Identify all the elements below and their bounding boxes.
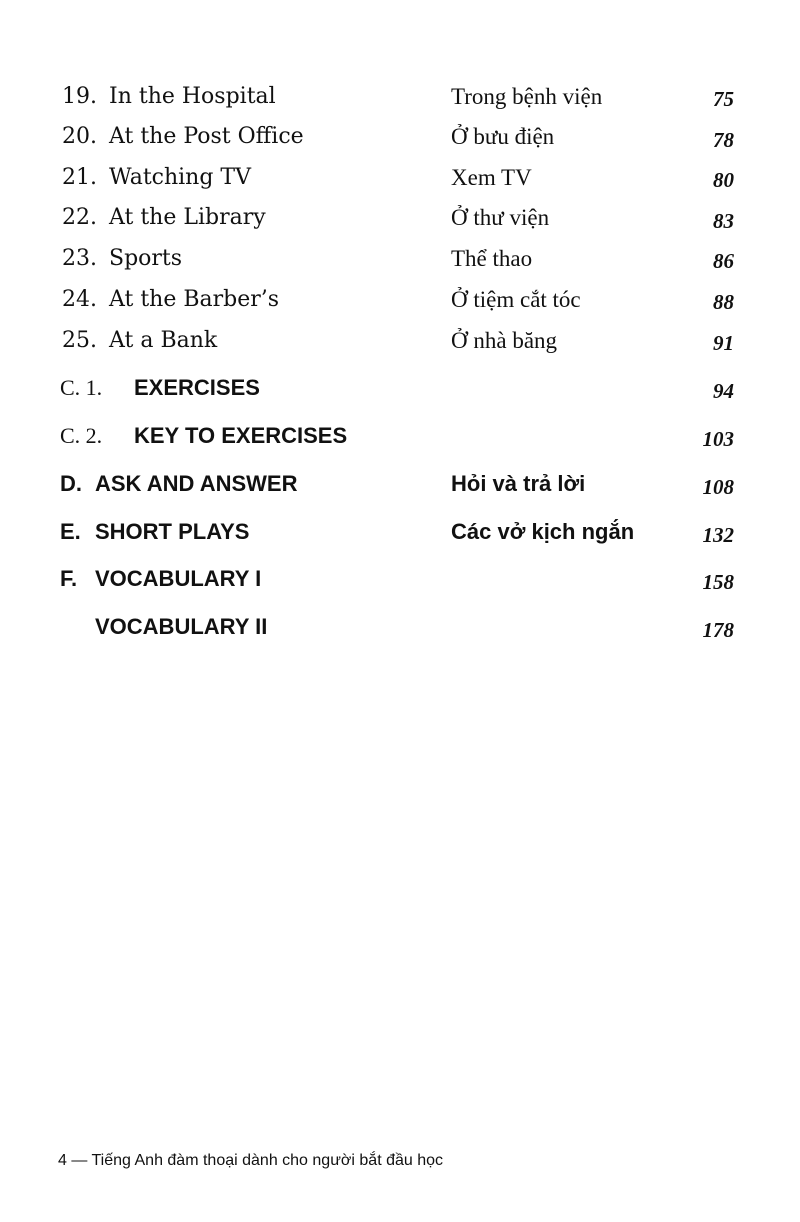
- toc-number: C. 2.: [60, 423, 103, 448]
- toc-page-number: 108: [702, 475, 734, 499]
- toc-row-lesson-25: [0, 328, 800, 362]
- toc-page-number: 158: [702, 570, 734, 594]
- toc-title-vietnamese: Thể thao: [451, 246, 533, 271]
- toc-number: 22.: [62, 205, 97, 230]
- toc-number: E.: [60, 519, 81, 544]
- toc-title-english: Watching TV: [109, 165, 251, 190]
- toc-row-section-c2: [0, 423, 800, 457]
- toc-page-number: 75: [713, 87, 734, 111]
- toc-title-vietnamese: Ở thư viện: [451, 205, 550, 230]
- toc-title-english: VOCABULARY I: [95, 566, 262, 591]
- toc-title-english: At a Bank: [109, 328, 218, 353]
- toc-number: 19.: [62, 84, 97, 109]
- page-footer: 4 — Tiếng Anh đàm thoại dành cho người bắt đầu học: [58, 1152, 444, 1169]
- toc-number: D.: [60, 471, 82, 496]
- toc-page-number: 178: [702, 618, 734, 642]
- toc-row-lesson-19: [0, 84, 800, 118]
- toc-row-section-c1: [0, 375, 800, 409]
- toc-number: 25.: [62, 328, 97, 353]
- toc-row-lesson-21: [0, 165, 800, 199]
- toc-title-vietnamese: Ở nhà băng: [451, 328, 558, 353]
- toc-title-english: At the Post Office: [109, 124, 304, 149]
- toc-title-vietnamese: Các vở kịch ngắn: [451, 519, 635, 544]
- toc-page-number: 78: [713, 128, 734, 152]
- toc-title-english: In the Hospital: [109, 84, 276, 109]
- toc-title-english: ASK AND ANSWER: [95, 471, 298, 496]
- toc-number: 24.: [62, 287, 97, 312]
- toc-number: 23.: [62, 246, 97, 271]
- toc-title-vietnamese: Ở tiệm cắt tóc: [451, 287, 581, 312]
- toc-title-vietnamese: Hỏi và trả lời: [451, 471, 586, 496]
- toc-row-section-f: [0, 566, 800, 600]
- toc-page-number: 132: [702, 523, 734, 547]
- toc-row-lesson-23: [0, 246, 800, 280]
- toc-number: 20.: [62, 124, 97, 149]
- toc-page-number: 94: [713, 379, 734, 403]
- toc-title-english: At the Library: [109, 205, 266, 230]
- toc-page-number: 88: [713, 290, 734, 314]
- toc-title-english: Sports: [109, 246, 183, 271]
- toc-page-number: 86: [713, 249, 734, 273]
- toc-number: 21.: [62, 165, 97, 190]
- toc-title-english: VOCABULARY II: [95, 614, 268, 639]
- toc-title-english: KEY TO EXERCISES: [134, 423, 348, 448]
- toc-row-lesson-22: [0, 205, 800, 239]
- toc-row-lesson-24: [0, 287, 800, 321]
- toc-title-english: SHORT PLAYS: [95, 519, 250, 544]
- toc-page-number: 91: [713, 331, 734, 355]
- toc-row-section-f2: [0, 614, 800, 648]
- toc-title-vietnamese: Xem TV: [451, 165, 532, 190]
- toc-title-vietnamese: Trong bệnh viện: [451, 84, 603, 109]
- toc-page-number: 80: [713, 168, 734, 192]
- toc-number: C. 1.: [60, 375, 103, 400]
- toc-title-english: EXERCISES: [134, 375, 260, 400]
- toc-title-vietnamese: Ở bưu điện: [451, 124, 555, 149]
- toc-page-number: 83: [713, 209, 734, 233]
- toc-row-section-e: [0, 519, 800, 553]
- toc-row-lesson-20: [0, 124, 800, 158]
- toc-number: F.: [60, 566, 78, 591]
- toc-title-english: At the Barber’s: [109, 287, 280, 312]
- toc-page-number: 103: [702, 427, 734, 451]
- toc-row-section-d: [0, 471, 800, 505]
